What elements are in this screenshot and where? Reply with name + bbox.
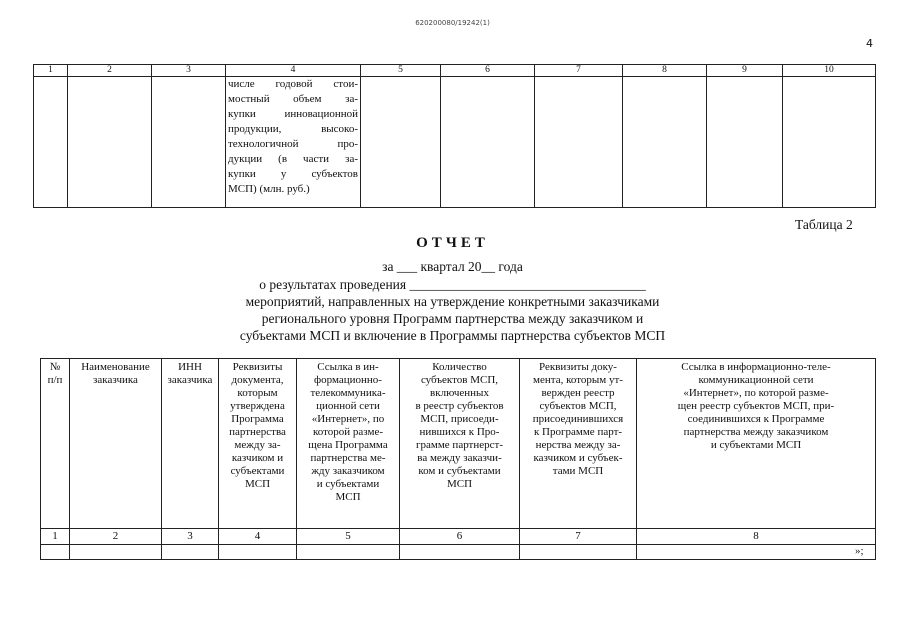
header-text-line: и субъектами [316,478,380,490]
header-text-line: мента, которым ут- [533,374,623,386]
header-text-line: Ссылка в ин- [317,361,379,373]
column-number: 5 [361,65,441,77]
header-text-line: между за- [234,439,281,451]
table-cell [535,77,623,208]
table-cell [707,77,783,208]
column-number: 9 [707,65,783,77]
table-row [34,77,876,208]
table-cell [441,77,535,208]
column-number: 6 [400,529,520,545]
column-header [400,359,520,529]
column-header [162,359,219,529]
cell-text-line: дукции (в части за- [228,153,358,165]
report-table [40,358,876,560]
column-header [219,359,297,529]
indicator-description-cell [226,77,361,208]
header-text-line: Реквизиты [232,361,283,373]
column-number: 7 [535,65,623,77]
document-number: 620200080/19242(1) [415,19,490,27]
column-header [70,359,162,529]
cell-text-line: технологичной про- [228,138,358,150]
header-text-line: МСП, присоеди- [420,413,499,425]
header-text-line: «Интернет», по [311,413,385,425]
page-number: 4 [866,37,873,50]
header-text-line: формационно- [314,374,382,386]
header-text-line: «Интернет», по которой разме- [683,387,829,399]
header-text-line: ва между заказчи- [417,452,502,464]
column-number-row [34,65,876,77]
table-row [41,545,876,560]
closing-quote-mark: »; [855,545,864,557]
column-number: 5 [297,529,400,545]
column-number: 3 [162,529,219,545]
header-text-line: тами МСП [552,465,604,477]
header-text-line: Количество [432,361,487,373]
header-text-line: щена Программа [308,439,388,451]
column-number-row [41,529,876,545]
cell-text-line: мостный объем за- [228,93,358,105]
header-text-line: субъектов МСП, [420,374,499,386]
column-number: 1 [34,65,68,77]
header-text-line: ИНН [178,361,202,373]
cell-text-line: купки у субъектов [228,168,358,180]
report-description-line: мероприятий, направленных на утверждение конкретными заказчиками [245,294,660,309]
continuation-table [33,64,876,208]
header-text-line: казчиком и субъек- [533,452,623,464]
table-cell [219,545,297,560]
column-header [297,359,400,529]
cell-text-line: продукции, высоко- [228,123,358,135]
header-text-line: ком и субъектами [418,465,501,477]
table-cell [34,77,68,208]
table-cell [400,545,520,560]
table-header-row [41,359,876,529]
header-text-line: партнерства [229,426,286,438]
header-text-line: к Программе парт- [533,426,623,438]
column-number: 6 [441,65,535,77]
table-cell [68,77,152,208]
column-number: 4 [226,65,361,77]
table-cell [783,77,876,208]
header-text-line: нившихся к Про- [419,426,500,438]
header-text-line: партнерства ме- [310,452,386,464]
header-text-line: грамме партнерст- [415,439,503,451]
column-header [520,359,637,529]
header-text-line: включенных [430,387,489,399]
header-text-line: жду заказчиком [311,465,385,477]
table-label: Таблица 2 [795,217,853,232]
header-text-line: ционной сети [316,400,380,412]
header-text-line: документа, [231,374,284,386]
header-text-line: телекоммуника- [310,387,386,399]
header-text-line: вержден реестр [541,387,615,399]
report-period-line: за ___ квартал 20__ года [382,259,523,274]
report-description-line: регионального уровня Программ партнерства между заказчиком и [261,311,644,326]
column-number: 2 [70,529,162,545]
cell-text-line: МСП) (млн. руб.) [228,183,310,195]
header-text-line: субъектов МСП, [539,400,617,412]
table-cell [637,545,876,560]
column-number: 7 [520,529,637,545]
header-text-line: которым [237,387,278,399]
header-text-line: заказчика [167,374,213,386]
report-title: ОТЧЕТ [416,235,489,251]
header-text-line: щен реестр субъектов МСП, при- [677,400,835,412]
table-cell [520,545,637,560]
cell-text-line: числе годовой стои- [228,78,358,90]
header-text-line: казчиком и [231,452,284,464]
header-text-line: которой разме- [312,426,384,438]
header-text-line: партнерства между заказчиком [683,426,829,438]
header-text-line: МСП [244,478,271,490]
header-text-line: п/п [47,374,63,386]
column-number: 8 [637,529,876,545]
column-header [41,359,70,529]
header-text-line: Реквизиты доку- [539,361,617,373]
column-number: 4 [219,529,297,545]
column-number: 2 [68,65,152,77]
column-number: 1 [41,529,70,545]
header-text-line: и субъектами МСП [710,439,802,451]
header-text-line: присоединившихся [532,413,624,425]
column-number: 3 [152,65,226,77]
header-text-line: нерства между за- [535,439,621,451]
header-text-line: Программа [231,413,284,425]
table-cell [297,545,400,560]
column-number: 10 [783,65,876,77]
header-text-line: в реестр субъектов [415,400,504,412]
header-text-line: МСП [446,478,473,490]
table-cell [361,77,441,208]
header-text-line: соединившихся к Программе [687,413,825,425]
table-cell [623,77,707,208]
header-text-line: МСП [335,491,361,503]
table-cell [152,77,226,208]
table-cell [41,545,70,560]
header-text-line: Наименование [81,361,150,373]
header-text-line: коммуникационной сети [698,374,814,386]
header-text-line: Ссылка в информационно-теле- [681,361,831,373]
table-cell [162,545,219,560]
table-cell [70,545,162,560]
header-text-line: субъектами [230,465,285,477]
cell-text-line: купки инновационной [228,108,358,120]
column-header [637,359,876,529]
column-number: 8 [623,65,707,77]
report-subject-line: о результатах проведения ___________________________________ [259,277,646,292]
header-text-line: № [49,361,61,373]
header-text-line: утверждена [230,400,285,412]
header-text-line: заказчика [93,374,138,386]
report-description-line: субъектами МСП и включение в Программы партнерства субъектов МСП [239,328,666,343]
